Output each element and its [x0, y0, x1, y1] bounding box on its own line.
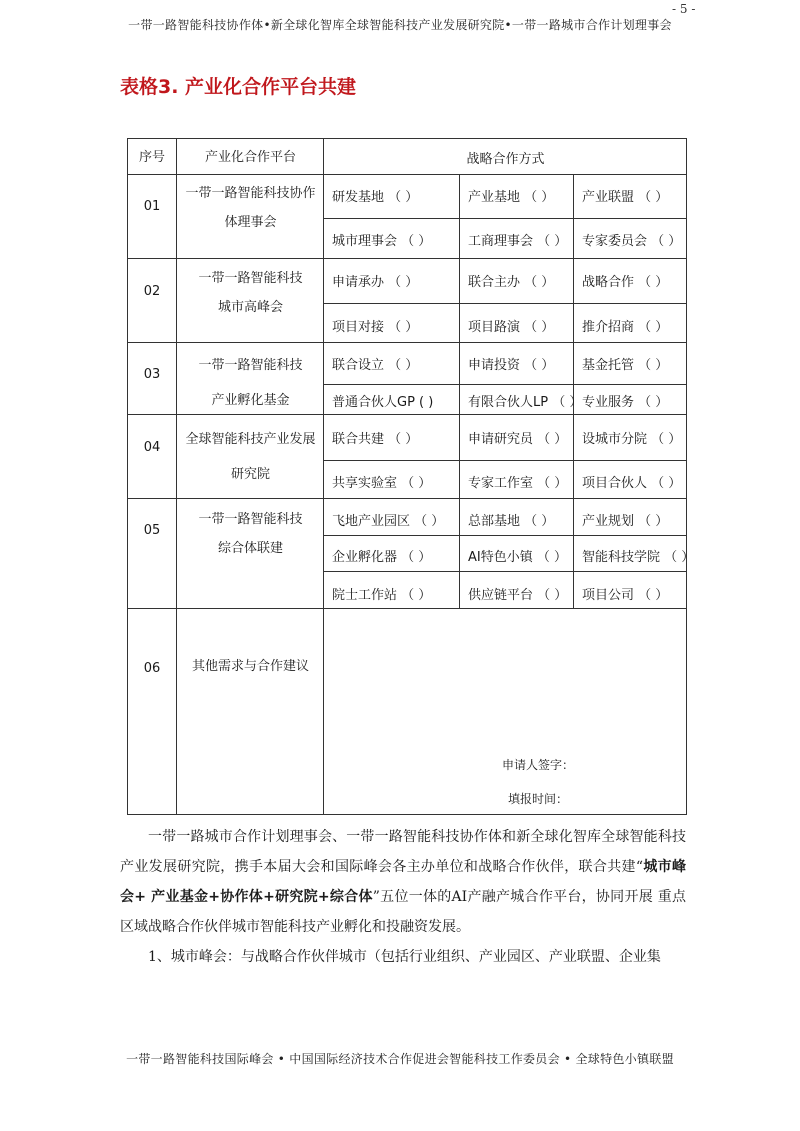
option-checkbox[interactable]: 项目路演 （ ） [468, 320, 555, 335]
option-checkbox[interactable]: 战略合作 （ ） [582, 275, 669, 290]
page-footer: 一带一路智能科技国际峰会 • 中国国际经济技术合作促进会智能科技工作委员会 • 全球特色小镇联盟 [126, 1052, 674, 1066]
row-platform-line1: 一带一路智能科技 [198, 512, 303, 527]
header-seq: 序号 [138, 150, 165, 165]
option-checkbox[interactable]: 项目对接 （ ） [332, 320, 419, 335]
paragraph-1-text-b: ”五位一体的AI产融产城合作平台，协同开展 重点区域战略合作伙伴城市智能科技产业孵化和投融资发展。 [120, 889, 687, 935]
option-checkbox[interactable]: 企业孵化器 （ ） [332, 550, 432, 565]
row-platform-line2: 城市高峰会 [217, 300, 283, 315]
option-checkbox[interactable]: 联合设立 （ ） [332, 358, 419, 373]
paragraph-1-text-a: 一带一路城市合作计划理事会、一带一路智能科技协作体和新全球化智库全球智能科技产业发展研究院，携手本届大会和国际峰会各主办单位和战略合作伙伴，联合共建“ [120, 829, 686, 875]
date-label: 填报时间： [508, 792, 569, 806]
row-platform-line2: 体理事会 [224, 215, 277, 230]
option-checkbox[interactable]: 工商理事会 （ ） [468, 234, 568, 249]
row-seq: 05 [143, 523, 161, 538]
signature-label: 申请人签字： [502, 758, 575, 772]
option-checkbox[interactable]: 申请研究员 （ ） [468, 432, 568, 447]
table-title: 表格3. 产业化合作平台共建 [120, 76, 357, 98]
other-needs-label: 其他需求与合作建议 [191, 659, 309, 674]
option-checkbox[interactable]: 产业联盟 （ ） [582, 190, 669, 205]
paragraph-1 [120, 822, 686, 942]
option-checkbox[interactable]: 申请投资 （ ） [468, 358, 555, 373]
row-platform-line2: 产业孵化基金 [211, 393, 290, 408]
option-checkbox[interactable]: 申请承办 （ ） [332, 275, 419, 290]
row-platform-line1: 一带一路智能科技协作 [185, 186, 316, 201]
option-checkbox[interactable]: 专业服务 （ ） [582, 395, 669, 410]
body-text [120, 822, 686, 972]
row-platform-line2: 研究院 [230, 467, 270, 482]
option-checkbox[interactable]: 城市理事会 （ ） [332, 234, 432, 249]
header-platform: 产业化合作平台 [204, 150, 296, 165]
option-checkbox[interactable]: 共享实验室 （ ） [332, 476, 432, 491]
row-platform-line1: 全球智能科技产业发展 [185, 432, 316, 447]
row-seq: 04 [143, 440, 161, 455]
option-checkbox[interactable]: 联合主办 （ ） [468, 275, 555, 290]
option-checkbox[interactable]: 院士工作站 （ ） [332, 588, 432, 603]
option-checkbox[interactable]: 联合共建 （ ） [332, 432, 419, 447]
option-checkbox[interactable]: 产业基地 （ ） [468, 190, 555, 205]
option-checkbox[interactable]: 智能科技学院 （ ） [582, 550, 695, 565]
paragraph-2: 1、城市峰会：与战略合作伙伴城市（包括行业组织、产业园区、产业联盟、企业集 [148, 949, 661, 965]
page-header: 一带一路智能科技协作体•新全球化智库全球智能科技产业发展研究院•一带一路城市合作计划理事会 [128, 18, 672, 32]
option-checkbox[interactable]: 产业规划 （ ） [582, 514, 669, 529]
option-checkbox[interactable]: 设城市分院 （ ） [582, 432, 682, 447]
row-seq: 02 [143, 284, 161, 299]
row-seq: 01 [143, 199, 161, 214]
option-checkbox[interactable]: 总部基地 （ ） [468, 514, 555, 529]
option-checkbox[interactable]: 基金托管 （ ） [582, 358, 669, 373]
row-platform-line1: 一带一路智能科技 [198, 358, 303, 373]
option-checkbox[interactable]: 项目公司 （ ） [582, 588, 669, 603]
row-platform-line2: 综合体联建 [217, 541, 283, 556]
option-checkbox[interactable]: 研发基地 （ ） [332, 190, 419, 205]
option-checkbox[interactable]: 项目合伙人 （ ） [582, 476, 682, 491]
header-mode: 战略合作方式 [466, 152, 545, 167]
row-platform-line1: 一带一路智能科技 [198, 271, 303, 286]
row-seq: 06 [143, 661, 161, 676]
page-number: - 5 - [672, 2, 696, 16]
option-checkbox[interactable]: 推介招商 （ ） [582, 320, 669, 335]
option-checkbox[interactable]: 飞地产业园区 （ ） [332, 514, 445, 529]
option-checkbox[interactable]: 有限合伙人LP （ ） [468, 395, 583, 410]
paragraph-1-bold: 城市峰会+ 产业基金+协作体+研究院+综合体 [120, 859, 687, 905]
option-checkbox[interactable]: 专家工作室 （ ） [468, 476, 568, 491]
option-checkbox[interactable]: AI特色小镇 （ ） [468, 550, 567, 565]
option-checkbox[interactable]: 普通合伙人GP ( ) [332, 395, 434, 410]
option-checkbox[interactable]: 专家委员会 （ ） [582, 234, 682, 249]
option-checkbox[interactable]: 供应链平台 （ ） [468, 588, 568, 603]
row-seq: 03 [143, 367, 161, 382]
